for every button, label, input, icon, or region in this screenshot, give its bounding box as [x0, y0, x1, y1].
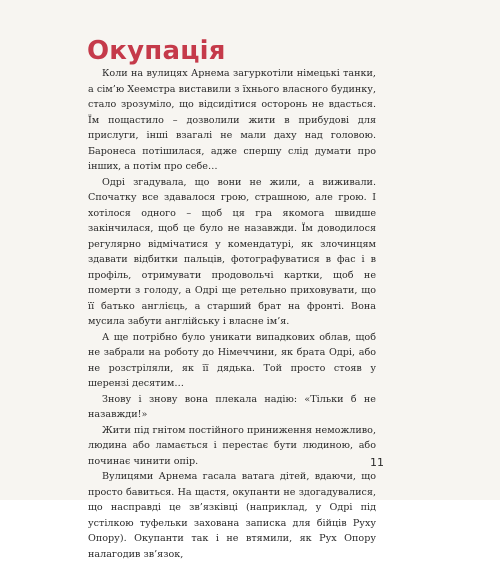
paragraph: Вулицями Арнема гасала ватага дітей, вдаючи, що просто бавиться. На щастя, окупанти не здогадувалися, що насправді це зв’язківці (наприклад, у Одрі під устілкою туфельки захована записка для бійців Руху Опору). Окупанти так і не втямили, як Рух Опору налагодив зв’язок, — [88, 471, 376, 560]
paragraph: Одрі згадувала, що вони не жили, а виживали. Спочатку все здавалося грою, страшною, але грою. І хотілося одного – щоб ця гра якомога швидше закінчилася, щоб це було не назавжди. Їм доводилося регулярно відмічатися у комендатурі, як злочинцям здавати відбитки пальців, фотографуватися в фас і в профіль, отримувати продовольчі картки, щоб не померти з голоду, а Одрі ще ретельно приховувати, що її батько англієць, а старший брат на фронті. Вона мусила забути англійську і власне ім’я. — [88, 176, 376, 327]
paragraph: Знову і знову вона плекала надію: «Тільки б не назавжди!» — [88, 393, 376, 420]
paragraph: Коли на вулицях Арнема загуркотіли німецькі танки, а сім’ю Хеемстра виставили з їхнього власного будинку, стало зрозуміло, що відсидітися осторонь не вдасться. Їм пощастило – дозволили жити в прибудові для прислуги, інші взагалі не мали даху над головою. Баронеса потішилася, адже спершу слід думати про інших, а потім про себе… — [88, 68, 376, 172]
chapter-title: Окупація — [87, 36, 226, 66]
page-number: 11 — [370, 456, 384, 469]
paragraph: Жити під гнітом постійного приниження неможливо, людина або ламається і перестає бути людиною, або починає чинити опір. — [88, 424, 376, 467]
paragraph: А ще потрібно було уникати випадкових облав, щоб не забрали на роботу до Німеччини, як брата Одрі, або не розстріляли, як її дядька. Той просто стояв у шерензі десятим… — [88, 331, 376, 389]
chapter-body — [88, 66, 376, 562]
